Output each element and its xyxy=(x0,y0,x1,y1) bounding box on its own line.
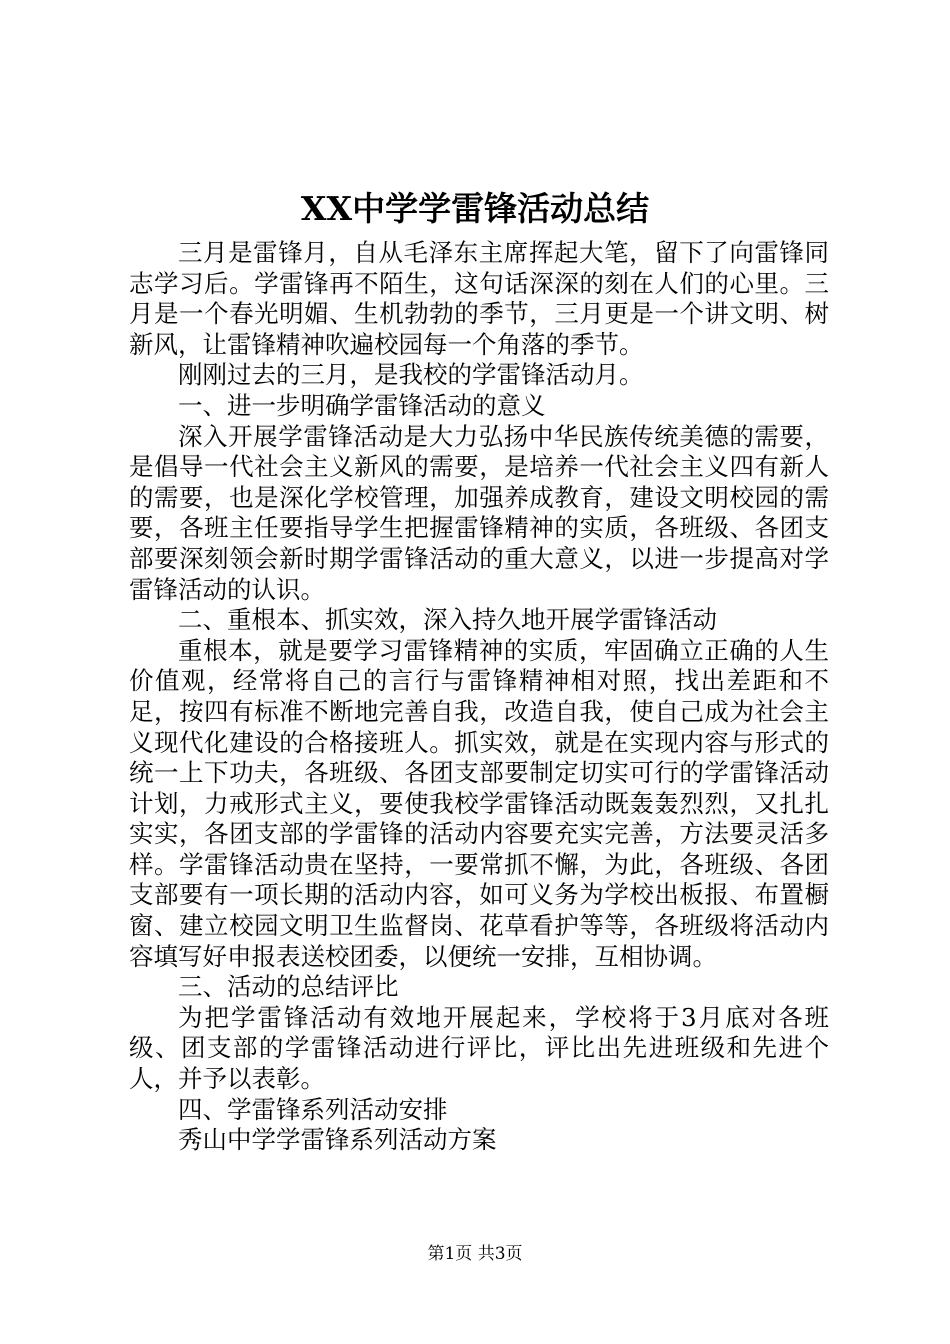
section-heading-1: 一、进一步明确学雷锋活动的意义 xyxy=(178,390,546,420)
section-heading-3: 三、活动的总结评比 xyxy=(178,972,399,1002)
section-heading-2: 二、重根本、抓实效，深入持久地开展学雷锋活动 xyxy=(178,605,717,635)
paragraph-intro: 三月是雷锋月，自从毛泽东主席挥起大笔，留下了向雷锋同志学习后。学雷锋再不陌生，这句话深深的刻在人们的心里。三月是一个春光明媚、生机勃勃的季节，三月更是一个讲文明、树新风，让雷锋精神吹遍校园每一个角落的季节。 xyxy=(129,238,829,359)
page-indicator: 第1页 共3页 xyxy=(427,1244,523,1264)
document-title: XX中学学雷锋活动总结 xyxy=(300,189,650,228)
paragraph-section-3: 为把学雷锋活动有效地开展起来，学校将于3月底对各班级、团支部的学雷锋活动进行评比，评比出先进班级和先进个人，并予以表彰。 xyxy=(129,1002,829,1094)
paragraph-section-1: 深入开展学雷锋活动是大力弘扬中华民族传统美德的需要，是倡导一代社会主义新风的需要，是培养一代社会主义四有新人的需要，也是深化学校管理，加强养成教育，建设文明校园的需要，各班主任要指导学生把握雷锋精神的实质，各班级、各团支部要深刻领会新时期学雷锋活动的重大意义，以进一步提高对学雷锋活动的认识。 xyxy=(129,421,829,604)
document-body xyxy=(129,238,829,1156)
paragraph-march-summary: 刚刚过去的三月，是我校的学雷锋活动月。 xyxy=(178,360,644,390)
section-heading-4: 四、学雷锋系列活动安排 xyxy=(178,1094,448,1124)
paragraph-section-2: 重根本，就是要学习雷锋精神的实质，牢固确立正确的人生价值观，经常将自己的言行与雷锋精神相对照，找出差距和不足，按四有标准不断地完善自我，改造自我，使自己成为社会主义现代化建设的合格接班人。抓实效，就是在实现内容与形式的统一上下功夫，各班级、各团支部要制定切实可行的学雷锋活动计划，力戒形式主义，要使我校学雷锋活动既轰轰烈烈，又扎扎实实，各团支部的学雷锋的活动内容要充实完善，方法要灵活多样。学雷锋活动贵在坚持，一要常抓不懈，为此，各班级、各团支部要有一项长期的活动内容，如可义务为学校出板报、布置橱窗、建立校园文明卫生监督岗、花草看护等等，各班级将活动内容填写好申报表送校团委，以便统一安排，互相协调。 xyxy=(129,635,829,971)
paragraph-plan-title: 秀山中学学雷锋系列活动方案 xyxy=(178,1125,497,1155)
